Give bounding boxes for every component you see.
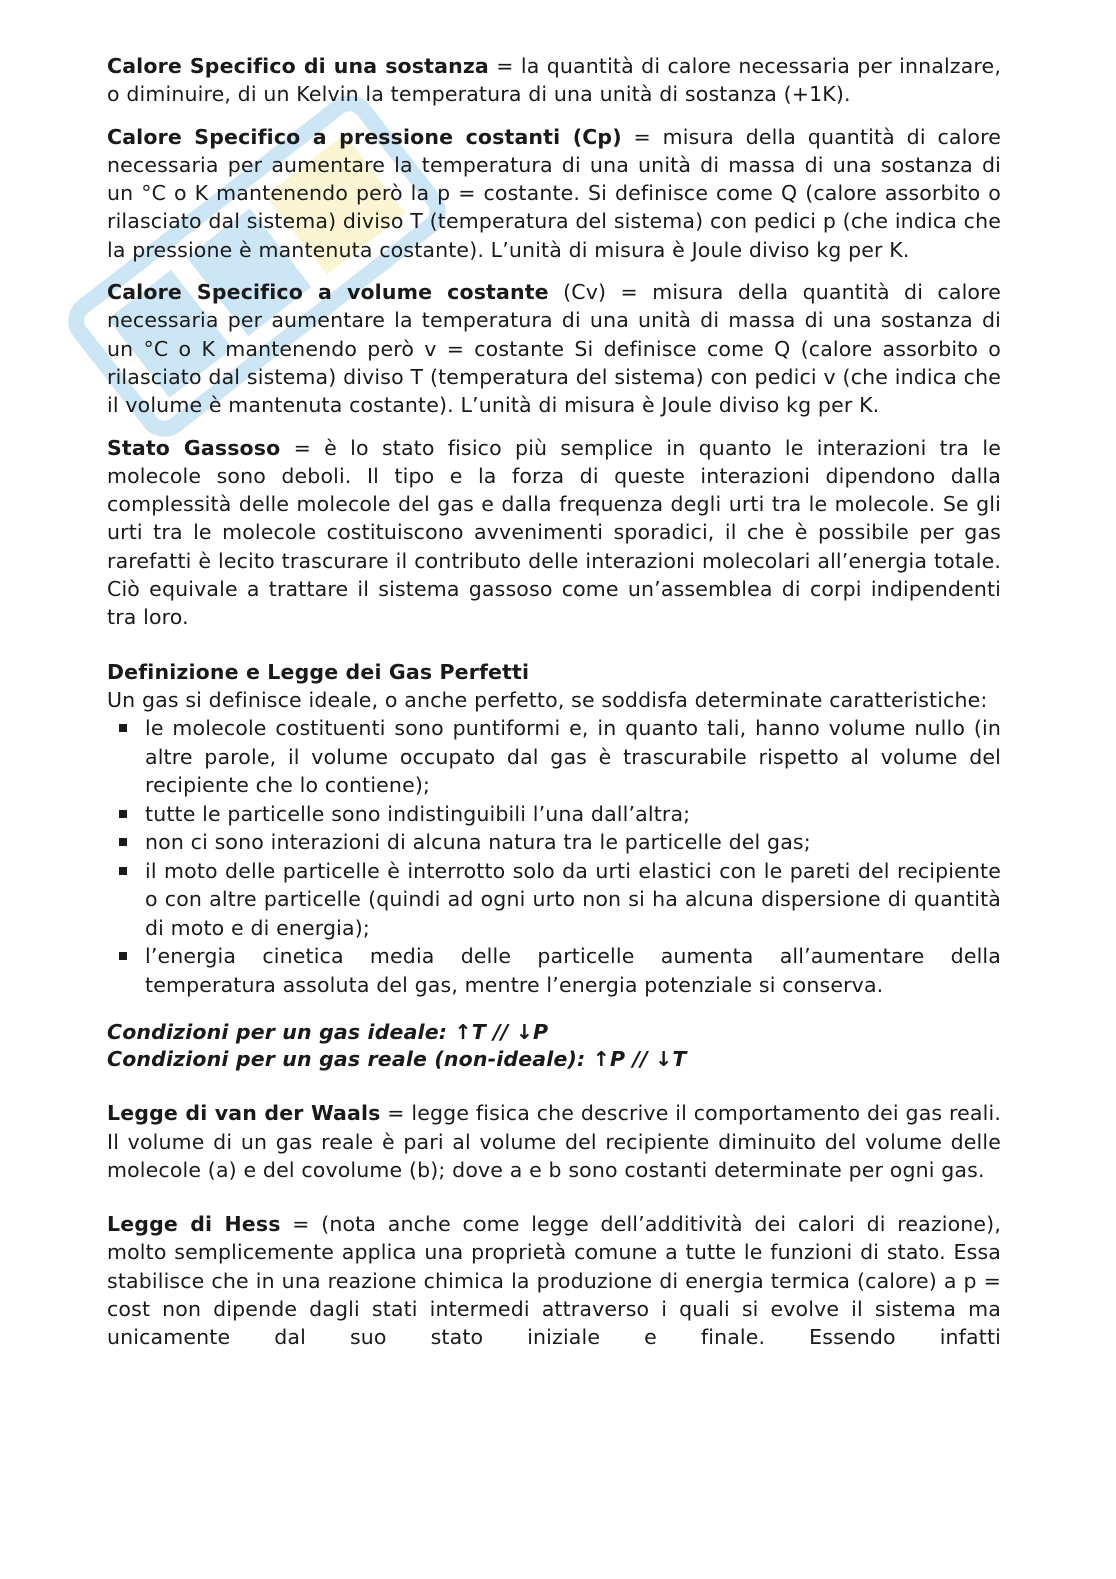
bullet-icon: [119, 952, 127, 960]
definition-text: = misura della quantità di calore necessaria per aumentare la temperatura di una unità di massa di una sostanza di un °C o K mantenendo però la p = costante. Si definisce come Q (calore assorbito o rilasciato dal sistema) diviso T (temperatura del sistema) con pedici p (che indica che la pressione è mantenuta costante). L’unità di misura è Joule diviso kg per K.: [107, 124, 1002, 262]
condition-real-gas: Condizioni per un gas reale (non-ideale): ↑P // ↓T: [107, 1047, 687, 1072]
paragraph-legge-hess: [107, 1210, 1001, 1351]
bullet-icon: [119, 810, 127, 818]
condition-ideal-gas: Condizioni per un gas ideale: ↑T // ↓P: [107, 1020, 549, 1045]
list-item-text: tutte le particelle sono indistinguibili l’una dall’altra;: [145, 801, 691, 826]
list-item-text: non ci sono interazioni di alcuna natura tra le particelle del gas;: [145, 830, 811, 855]
list-item: [107, 857, 1001, 943]
gas-intro: Un gas si definisce ideale, o anche perfetto, se soddisfa determinate caratteristiche:: [107, 687, 988, 712]
term-calore-specifico: Calore Specifico di una sostanza: [107, 54, 489, 78]
list-item-text: le molecole costituenti sono puntiformi e, in quanto tali, hanno volume nullo (in altre parole, il volume occupato dal gas è trascurabile rispetto al volume del recipiente che lo contiene);: [145, 716, 1001, 798]
list-item: [107, 942, 1001, 999]
definition-text: (Cv) = misura della quantità di calore necessaria per aumentare la temperatura di una unità di massa di una sostanza di un °C o K mantenendo però v = costante Si definisce come Q (calore assorbito o rilasciato dal sistema) diviso T (temperatura del sistema) con pedici v (che indica che il volume è mantenuta costante). L’unità di misura è Joule diviso kg per K.: [107, 280, 1001, 418]
paragraph-calore-specifico: [107, 52, 1001, 109]
paragraph-cp: [107, 123, 1001, 264]
bullet-icon: [119, 838, 127, 846]
list-item: [107, 800, 1001, 829]
bullet-icon: [119, 724, 127, 732]
list-item: [107, 828, 1001, 857]
section-heading-gas-perfetti: Definizione e Legge dei Gas Perfetti: [107, 659, 530, 684]
definition-text: = la quantità di calore necessaria per innalzare, o diminuire, di un Kelvin la temperatura di una unità di sostanza (+1K).: [107, 54, 1001, 107]
term-van-der-waals: Legge di van der Waals: [107, 1101, 381, 1126]
term-legge-hess: Legge di Hess: [107, 1212, 281, 1237]
paragraph-stato-gassoso: [107, 434, 1001, 632]
paragraph-van-der-waals: [107, 1099, 1001, 1184]
paragraph-cv: [107, 278, 1001, 419]
definition-text: = (nota anche come legge dell’additività dei calori di reazione), molto semplicemente applica una proprietà comune a tutte le funzioni di stato. Essa stabilisce che in una reazione chimica la produzione di energia termica (calore) a p = cost non dipende dagli stati intermedi attraverso i quali si evolve il sistema ma unicamente dal suo stato iniziale e finale. Essendo infatti: [107, 1212, 1001, 1350]
list-item: [107, 714, 1001, 800]
definition-text: = è lo stato fisico più semplice in quanto le interazioni tra le molecole sono deboli. Il tipo e la forza di queste interazioni dipendono dalla complessità delle molecole del gas e dalla frequenza degli urti tra le molecole. Se gli urti tra le molecole costituiscono avvenimenti sporadici, il che è possibile per gas rarefatti è lecito trascurare il contributo delle interazioni molecolari all’energia totale. Ciò equivale a trattare il sistema gassoso come un’assemblea di corpi indipendenti tra loro.: [107, 435, 1001, 630]
list-item-text: l’energia cinetica media delle particelle aumenta all’aumentare della temperatura assoluta del gas, mentre l’energia potenziale si conserva.: [145, 944, 1001, 997]
definition-text: = legge fisica che descrive il comportamento dei gas reali. Il volume di un gas reale è pari al volume del recipiente diminuito del volume delle molecole (a) e del covolume (b); dove a e b sono costanti determinate per ogni gas.: [107, 1101, 1001, 1182]
term-stato-gassoso: Stato Gassoso: [107, 435, 281, 460]
document-body: [107, 52, 1001, 1366]
bullet-icon: [119, 867, 127, 875]
term-cp: Calore Specifico a pressione costanti (Cp): [107, 124, 622, 149]
term-cv: Calore Specifico a volume costante: [107, 280, 549, 305]
list-item-text: il moto delle particelle è interrotto solo da urti elastici con le pareti del recipiente o con altre particelle (quindi ad ogni urto non si ha alcuna dispersione di quantità di moto e di energia);: [145, 858, 1001, 940]
gas-properties-list: [107, 714, 1001, 999]
